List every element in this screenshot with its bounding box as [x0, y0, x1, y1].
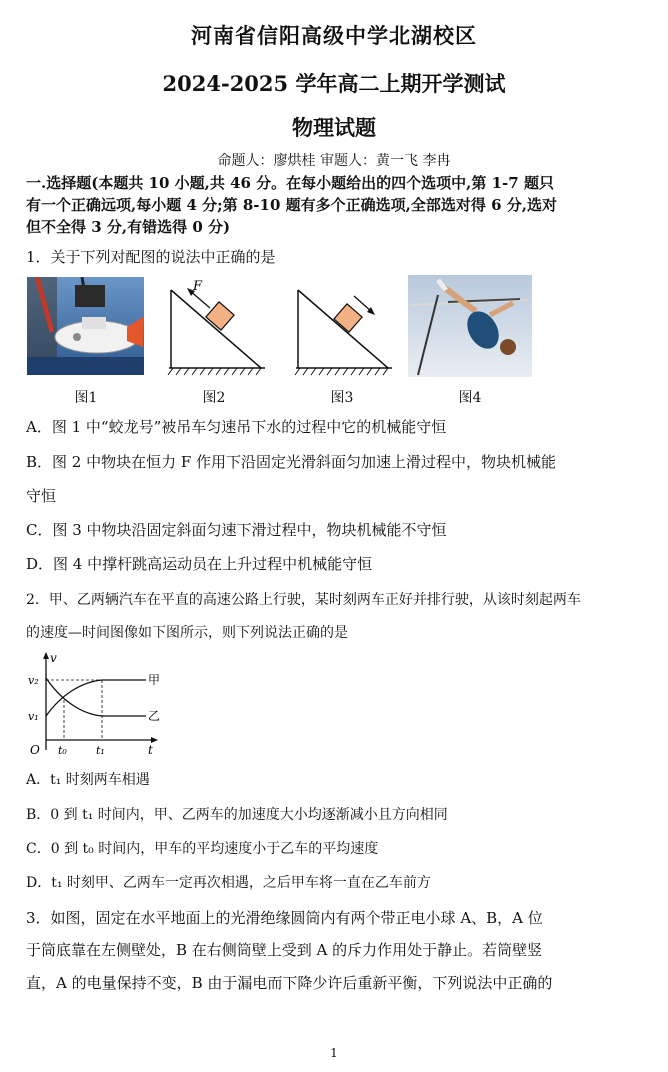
page-number: 1	[330, 1046, 338, 1060]
exam-title: 2024-2025 学年高二上期开学测试	[162, 71, 506, 96]
section-heading	[26, 172, 646, 238]
subject-title: 物理试题	[292, 115, 376, 140]
car-b-curve	[46, 678, 146, 716]
figure-2-caption: 图2	[202, 390, 226, 406]
q1-option-b-continued: 守恒	[26, 487, 57, 505]
section-heading-line: 但不全得 3 分,有错选得 0 分)	[26, 218, 231, 236]
q2-option-a: A．t₁ 时刻两车相遇	[26, 772, 150, 788]
car-b-label: 乙	[148, 709, 161, 723]
q1-option-a: A．图 1 中“蛟龙号”被吊车匀速吊下水的过程中它的机械能守恒	[26, 418, 447, 436]
figure-2-incline	[165, 278, 267, 378]
x-axis-label: t	[148, 743, 153, 757]
v1-label: v₁	[28, 710, 39, 723]
section-heading-line: 有一个正确远项,每小题 4 分;第 8-10 题有多个正确选项,全部选对得 6 分,选对	[26, 196, 557, 214]
question-2-stem-line1: 2．甲、乙两辆汽车在平直的高速公路上行驶，某时刻两车正好并排行驶，从该时刻起两车	[26, 592, 581, 608]
t1-label: t₁	[96, 744, 105, 757]
q1-option-c: C．图 3 中物块沿固定斜面匀速下滑过程中，物块机械能不守恒	[26, 521, 447, 539]
school-title: 河南省信阳高级中学北湖校区	[191, 23, 477, 48]
figure-4-photo	[408, 275, 532, 377]
q2-option-b: B．0 到 t₁ 时间内，甲、乙两车的加速度大小均逐渐减小且方向相同	[26, 807, 448, 823]
car-a-curve	[46, 680, 146, 716]
figure-3-caption: 图3	[330, 390, 354, 406]
q1-option-b: B．图 2 中物块在恒力 F 作用下沿固定光滑斜面匀加速上滑过程中，物块机械能	[26, 453, 557, 471]
v2-label: v₂	[28, 674, 39, 687]
q2-option-d: D．t₁ 时刻甲、乙两车一定再次相遇，之后甲车将一直在乙车前方	[26, 875, 431, 891]
question-3-line3: 直，A 的电量保持不变，B 由于漏电而下降少许后重新平衡，下列说法中正确的	[26, 974, 553, 992]
section-heading-line: 一.选择题(本题共 10 小题,共 46 分。在每小题给出的四个选项中,第 1-7 题只	[26, 174, 554, 192]
question-3-line1: 3．如图，固定在水平地面上的光滑绝缘圆筒内有两个带正电小球 A、B，A 位	[26, 909, 543, 927]
figure-3-incline	[292, 278, 394, 378]
question-1-stem: 1．关于下列对配图的说法中正确的是	[26, 248, 276, 266]
vt-graph	[26, 650, 176, 758]
authors-line: 命题人：廖烘桂 审题人：黄一飞 李冉	[217, 153, 451, 169]
car-a-label: 甲	[148, 673, 161, 687]
figure-1-caption: 图1	[74, 390, 98, 406]
force-label: F	[193, 279, 203, 294]
t0-label: t₀	[58, 744, 67, 757]
q1-option-d: D．图 4 中撑杆跳高运动员在上升过程中机械能守恒	[26, 555, 373, 573]
y-axis-label: v	[50, 651, 57, 665]
q2-option-c: C．0 到 t₀ 时间内，甲车的平均速度小于乙车的平均速度	[26, 841, 379, 857]
question-2-stem-line2: 的速度—时间图像如下图所示，则下列说法正确的是	[26, 625, 348, 641]
origin-label: O	[30, 743, 40, 757]
figure-1-photo	[27, 277, 144, 375]
question-3-line2: 于筒底靠在左侧壁处，B 在右侧筒壁上受到 A 的斥力作用处于静止。若筒壁竖	[26, 941, 543, 959]
figure-4-caption: 图4	[458, 390, 482, 406]
